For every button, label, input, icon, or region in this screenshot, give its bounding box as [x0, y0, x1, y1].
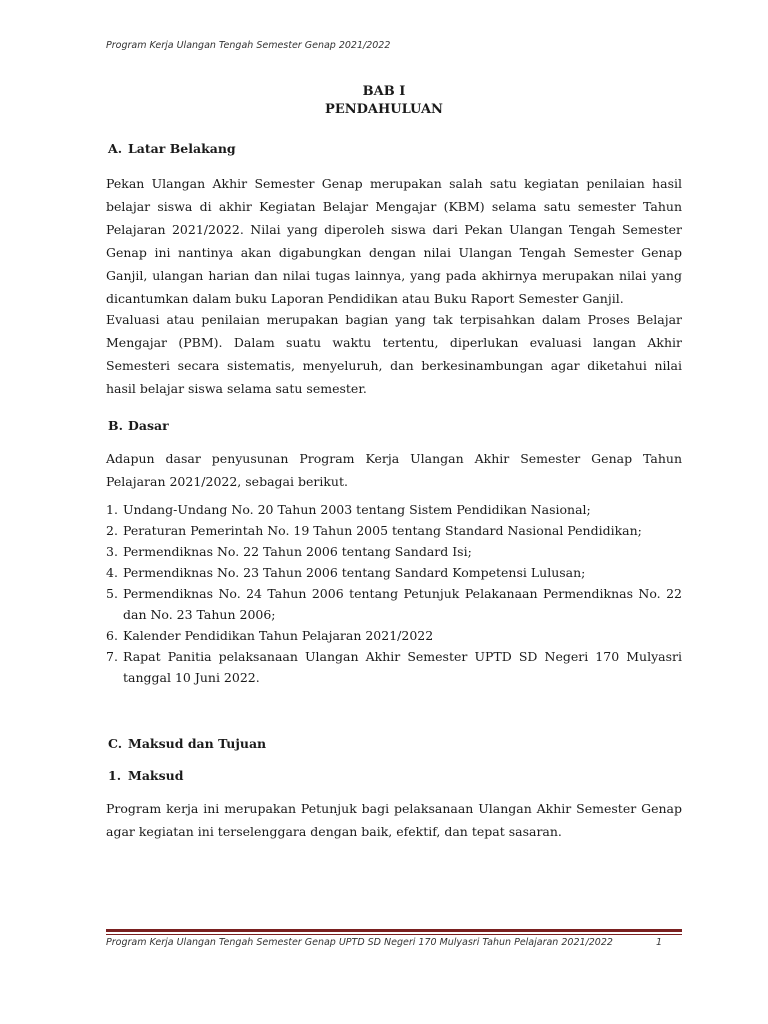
paragraph-latar-belakang-1: Pekan Ulangan Akhir Semester Genap merupakan salah satu kegiatan penilaian hasil belajar siswa di akhir Kegiatan Belajar Mengajar (KBM) selama satu semester Tahun Pelajaran 2021/2022. Nilai yang diperoleh siswa dari Pekan Ulangan Tengah Semester Genap ini nantinya akan digabungkan dengan nilai Ulangan Tengah Semester Genap Ganjil, ulangan harian dan nilai tugas lainnya, yang pada akhirnya merupakan nilai yang dicantumkan dalam buku Laporan Pendidikan atau Buku Raport Semester Ganjil.: [106, 176, 682, 306]
chapter-heading: [0, 83, 768, 119]
section-heading-dasar: [108, 418, 169, 433]
subsection-title: Maksud: [128, 768, 184, 783]
chapter-title: PENDAHULUAN: [325, 102, 443, 117]
list-item: 3. Permendiknas No. 22 Tahun 2006 tentang Sandard Isi;: [106, 544, 472, 559]
section-title: Dasar: [128, 418, 169, 433]
footer-text: Program Kerja Ulangan Tengah Semester Genap UPTD SD Negeri 170 Mulyasri Tahun Pelajaran 2021/2022: [106, 937, 613, 948]
list-item: 7. Rapat Panitia pelaksanaan Ulangan Akhir Semester UPTD SD Negeri 170 Mulyasri tanggal 10 Juni 2022.: [106, 649, 682, 685]
section-title: Maksud dan Tujuan: [128, 736, 267, 751]
subsection-marker: 1.: [108, 768, 122, 783]
footer-rule-thick: [106, 929, 682, 932]
list-item: 6. Kalender Pendidikan Tahun Pelajaran 2021/2022: [106, 628, 434, 643]
footer-rule-thin: [106, 934, 682, 935]
page-number: 1: [655, 937, 662, 948]
list-item: 4. Permendiknas No. 23 Tahun 2006 tentang Sandard Kompetensi Lulusan;: [106, 565, 586, 580]
section-marker: A.: [108, 141, 123, 156]
list-item: 2. Peraturan Pemerintah No. 19 Tahun 2005 tentang Standard Nasional Pendidikan;: [106, 523, 642, 538]
list-item: 1. Undang-Undang No. 20 Tahun 2003 tentang Sistem Pendidikan Nasional;: [106, 502, 591, 517]
section-title: Latar Belakang: [128, 141, 236, 156]
section-heading-maksud-dan-tujuan: [108, 736, 267, 751]
paragraph-maksud: Program kerja ini merupakan Petunjuk bagi pelaksanaan Ulangan Akhir Semester Genap agar kegiatan ini terselenggara dengan baik, efektif, dan tepat sasaran.: [106, 801, 682, 839]
list-item: 5. Permendiknas No. 24 Tahun 2006 tentang Petunjuk Pelakanaan Permendiknas No. 22 dan No. 23 Tahun 2006;: [106, 586, 682, 622]
paragraph-latar-belakang-2: Evaluasi atau penilaian merupakan bagian yang tak terpisahkan dalam Proses Belajar Mengajar (PBM). Dalam suatu waktu tertentu, diperlukan evaluasi langan Akhir Semesteri secara sistematis, menyeluruh, dan berkesinambungan agar diketahui nilai hasil belajar siswa selama satu semester.: [106, 312, 682, 396]
page-header: Program Kerja Ulangan Tengah Semester Genap 2021/2022: [106, 40, 391, 51]
chapter-number: BAB I: [362, 84, 406, 99]
paragraph-dasar: Adapun dasar penyusunan Program Kerja Ulangan Akhir Semester Genap Tahun Pelajaran 2021/2022, sebagai berikut.: [106, 451, 682, 489]
dasar-list: [106, 499, 682, 688]
subsection-heading-maksud: [108, 768, 184, 783]
section-heading-latar-belakang: [108, 141, 236, 156]
section-marker: C.: [108, 736, 123, 751]
page-footer: [106, 937, 682, 948]
section-marker: B.: [108, 418, 123, 433]
